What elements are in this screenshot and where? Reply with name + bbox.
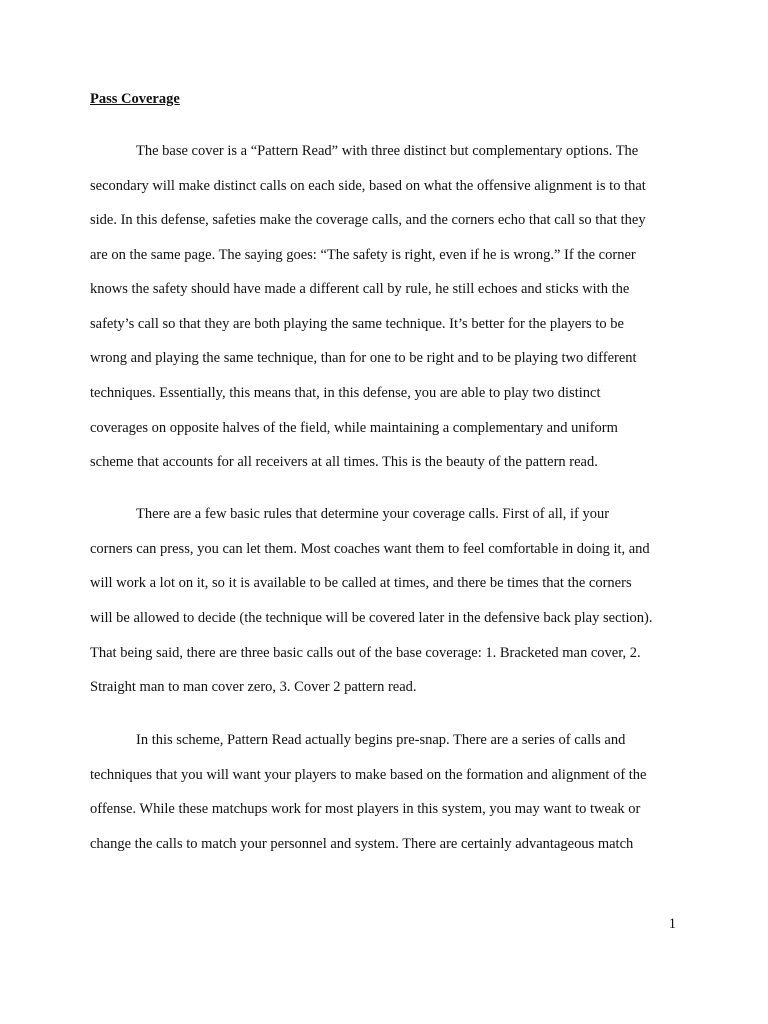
paragraph-2-line-4: will be allowed to decide (the technique will be covered later in the defensive back play section).: [90, 610, 653, 626]
paragraph-1-line-1: The base cover is a “Pattern Read” with three distinct but complementary options. The: [136, 143, 639, 159]
paragraph-1-line-7: wrong and playing the same technique, than for one to be right and to be playing two different: [90, 350, 637, 366]
paragraph-2-line-6: Straight man to man cover zero, 3. Cover 2 pattern read.: [90, 679, 417, 695]
paragraph-3-line-1: In this scheme, Pattern Read actually begins pre-snap. There are a series of calls and: [136, 732, 626, 748]
paragraph-1-line-3: side. In this defense, safeties make the coverage calls, and the corners echo that call so that they: [90, 212, 646, 228]
paragraph-1-line-9: coverages on opposite halves of the field, while maintaining a complementary and uniform: [90, 420, 618, 436]
paragraph-3-line-2: techniques that you will want your players to make based on the formation and alignment of the: [90, 767, 647, 783]
paragraph-2-line-5: That being said, there are three basic calls out of the base coverage: 1. Bracketed man cover, 2.: [90, 645, 641, 661]
paragraph-1-line-4: are on the same page. The saying goes: “The safety is right, even if he is wrong.” If the corner: [90, 247, 636, 263]
page-number: 1: [668, 916, 676, 932]
paragraph-1-line-6: safety’s call so that they are both playing the same technique. It’s better for the players to be: [90, 316, 624, 332]
paragraph-2-line-3: will work a lot on it, so it is available to be called at times, and there be times that the corners: [90, 575, 632, 591]
paragraph-1-line-8: techniques. Essentially, this means that, in this defense, you are able to play two distinct: [90, 385, 601, 401]
paragraph-3-line-4: change the calls to match your personnel and system. There are certainly advantageous match: [90, 836, 634, 852]
paragraph-1-line-5: knows the safety should have made a different call by rule, he still echoes and sticks with the: [90, 281, 630, 297]
paragraph-1-line-2: secondary will make distinct calls on each side, based on what the offensive alignment is to that: [90, 178, 646, 194]
paragraph-3-line-3: offense. While these matchups work for most players in this system, you may want to tweak or: [90, 801, 641, 817]
paragraph-2-line-1: There are a few basic rules that determine your coverage calls. First of all, if your: [136, 506, 610, 522]
section-heading: Pass Coverage: [90, 91, 180, 107]
paragraph-2-line-2: corners can press, you can let them. Most coaches want them to feel comfortable in doing it, and: [90, 541, 650, 557]
paragraph-1-line-10: scheme that accounts for all receivers at all times. This is the beauty of the pattern read.: [90, 454, 598, 470]
